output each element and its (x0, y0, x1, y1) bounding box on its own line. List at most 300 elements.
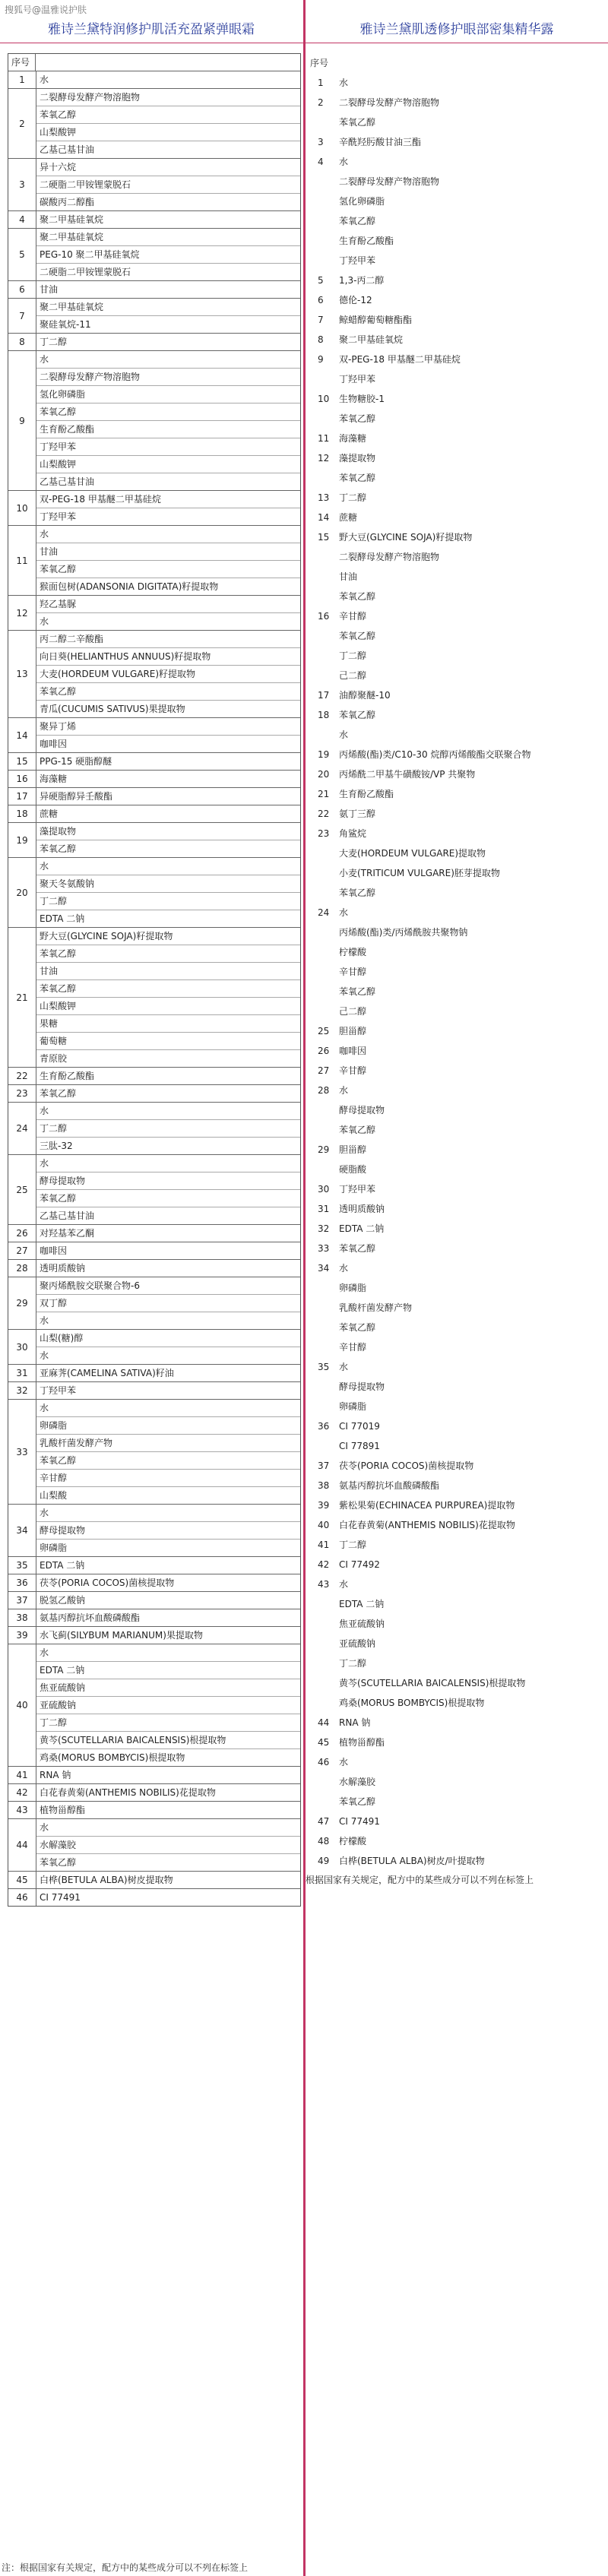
table-row (8, 596, 300, 631)
row-number: 26 (8, 1225, 36, 1242)
ingredient-item: EDTA 二钠 (339, 1599, 385, 1609)
ingredient-cell (36, 299, 300, 333)
ingredient-cell (36, 1242, 300, 1259)
ingredient-item: 生育酚乙酸酯 (40, 1071, 95, 1081)
item-ingredients (339, 824, 608, 903)
table-row (8, 1400, 300, 1505)
list-item (309, 1495, 608, 1515)
ingredient-item: 三肽-32 (40, 1141, 73, 1151)
item-ingredients (339, 1258, 608, 1357)
ingredient-item: 藻提取物 (36, 823, 300, 840)
ingredient-cell (36, 1574, 300, 1591)
ingredient-item: 聚二甲基硅氧烷 (36, 299, 300, 316)
row-number: 28 (8, 1260, 36, 1277)
item-number: 30 (318, 1184, 330, 1195)
column-divider (303, 0, 306, 2576)
ingredient-item: 丙烯酰二甲基牛磺酸铵/VP 共聚物 (339, 769, 476, 780)
ingredient-item: 苯氧乙醇 (36, 106, 300, 124)
table-row (8, 805, 300, 823)
item-ingredients (339, 1219, 608, 1239)
item-number: 31 (318, 1204, 330, 1214)
ingredient-item: 苯氧乙醇 (36, 945, 300, 963)
row-number: 43 (8, 1802, 36, 1818)
ingredient-item: 对羟基苯乙酮 (40, 1228, 95, 1239)
list-item (309, 1416, 608, 1456)
item-ingredients (339, 132, 608, 152)
item-number: 45 (318, 1737, 330, 1748)
ingredient-cell (36, 1592, 300, 1609)
ingredient-item: 卵磷脂 (339, 1283, 367, 1293)
table-row (8, 1260, 300, 1277)
table-row (8, 823, 300, 858)
ingredient-item: 双丁醇 (36, 1295, 300, 1312)
ingredient-item: 水 (40, 616, 49, 627)
item-ingredients (339, 1752, 608, 1812)
ingredient-item: PEG-10 聚二甲基硅氧烷 (36, 246, 300, 264)
table-row (8, 1802, 300, 1819)
ingredient-item: 野大豆(GLYCINE SOJA)籽提取物 (36, 928, 300, 945)
ingredient-item: 咖啡因 (40, 1245, 68, 1256)
ingredient-item: 聚异丁烯 (36, 718, 300, 736)
ingredient-item: 水 (36, 1819, 300, 1837)
ingredient-item: 果糖 (36, 1015, 300, 1033)
ingredient-cell (36, 1767, 300, 1783)
row-number: 12 (8, 596, 36, 630)
ingredient-item: CI 77891 (339, 1441, 380, 1451)
ingredient-cell (36, 526, 300, 595)
ingredient-item: 水 (40, 1315, 49, 1326)
ingredient-item: 二裂酵母发酵产物溶胞物 (36, 89, 300, 106)
ingredient-item: 茯苓(PORIA COCOS)菌核提取物 (40, 1578, 175, 1588)
table-row (8, 229, 300, 281)
list-item (309, 1081, 608, 1140)
list-item (309, 1851, 608, 1871)
ingredient-item: 海藻糖 (339, 433, 367, 444)
item-number: 49 (318, 1856, 330, 1866)
item-number: 12 (318, 453, 330, 464)
ingredient-item: 乙基己基甘油 (40, 144, 95, 155)
ingredient-cell (36, 1505, 300, 1556)
ingredient-item: 水 (40, 1350, 49, 1361)
ingredient-item: 大麦(HORDEUM VULGARE)提取物 (339, 848, 486, 859)
ingredient-item: 聚丙烯酰胺交联聚合物-6 (36, 1277, 300, 1295)
row-number: 3 (8, 159, 36, 210)
ingredient-item: 酵母提取物 (36, 1172, 300, 1190)
item-number: 19 (318, 749, 330, 760)
ingredient-cell (36, 1085, 300, 1102)
item-ingredients (339, 1831, 608, 1851)
ingredient-cell (36, 1784, 300, 1801)
item-number: 20 (318, 769, 330, 780)
ingredient-item: 透明质酸钠 (40, 1263, 86, 1274)
ingredient-item: 白花春黄菊(ANTHEMIS NOBILIS)花提取物 (339, 1520, 515, 1530)
row-number: 38 (8, 1609, 36, 1626)
item-ingredients (339, 271, 608, 290)
list-item (309, 1713, 608, 1733)
ingredient-item: 乙基己基甘油 (40, 1210, 95, 1221)
ingredient-item: CI 77491 (339, 1816, 380, 1827)
row-number: 8 (8, 334, 36, 350)
ingredient-item: 丁羟甲苯 (339, 255, 376, 266)
list-item (309, 685, 608, 705)
table-row (8, 1574, 300, 1592)
ingredient-cell (36, 1155, 300, 1224)
ingredient-item: 苯氧乙醇 (36, 403, 300, 421)
table-row (8, 1330, 300, 1365)
list-item (309, 508, 608, 527)
item-ingredients (339, 290, 608, 310)
ingredient-cell (36, 1802, 300, 1818)
item-number: 34 (318, 1263, 330, 1274)
ingredient-item: 水 (36, 858, 300, 875)
ingredient-item: 水 (339, 1085, 349, 1096)
ingredient-item: 辛甘醇 (36, 1470, 300, 1487)
right-ingredient-list (306, 53, 608, 1889)
row-number: 17 (8, 788, 36, 805)
ingredient-cell (36, 1644, 300, 1766)
item-ingredients (339, 1515, 608, 1535)
list-item (309, 1239, 608, 1258)
ingredient-item: 苯氧乙醇 (339, 413, 376, 424)
ingredient-item: 白桦(BETULA ALBA)树皮/叶提取物 (339, 1856, 485, 1866)
item-ingredients (339, 508, 608, 527)
ingredient-item: 苯氧乙醇 (339, 710, 376, 720)
table-header-index: 序号 (8, 54, 36, 71)
list-item (309, 1555, 608, 1574)
item-number: 33 (318, 1243, 330, 1254)
list-item (309, 93, 608, 132)
list-item (309, 132, 608, 152)
row-number: 22 (8, 1068, 36, 1084)
list-item (309, 1219, 608, 1239)
ingredient-item: 苯氧乙醇 (339, 216, 376, 226)
ingredient-cell (36, 1103, 300, 1154)
ingredient-cell (36, 281, 300, 298)
ingredient-item: 乙基己基甘油 (40, 476, 95, 487)
ingredient-item: 柠檬酸 (339, 1836, 367, 1847)
item-number: 3 (318, 137, 324, 147)
item-number: 36 (318, 1421, 330, 1432)
list-item (309, 824, 608, 903)
item-ingredients (339, 1179, 608, 1199)
ingredient-cell (36, 1277, 300, 1329)
item-number: 25 (318, 1026, 330, 1036)
table-row (8, 1767, 300, 1784)
ingredient-item: 丁二醇 (36, 893, 300, 910)
ingredient-item: 角鲨烷 (339, 828, 367, 839)
ingredient-item: 二裂酵母发酵产物溶胞物 (339, 176, 440, 187)
ingredient-item: 丁羟甲苯 (40, 511, 77, 522)
row-number: 20 (8, 858, 36, 927)
ingredient-item: 鲸蜡醇葡萄糖酯酯 (339, 315, 413, 325)
ingredient-item: 丁二醇 (40, 337, 68, 347)
ingredient-item: 乳酸杆菌发酵产物 (36, 1435, 300, 1452)
table-row (8, 1784, 300, 1802)
table-row (8, 1242, 300, 1260)
ingredient-item: 苯氧乙醇 (40, 843, 77, 854)
row-number: 24 (8, 1103, 36, 1154)
ingredient-item: 卵磷脂 (36, 1417, 300, 1435)
ingredient-cell (36, 788, 300, 805)
row-number: 45 (8, 1872, 36, 1888)
row-number: 41 (8, 1767, 36, 1783)
ingredient-item: 猴面包树(ADANSONIA DIGITATA)籽提取物 (40, 581, 219, 592)
item-ingredients (339, 606, 608, 685)
ingredient-cell (36, 211, 300, 228)
item-ingredients (339, 1416, 608, 1456)
ingredient-item: 水 (339, 1579, 349, 1590)
ingredient-item: 山梨酸钾 (36, 124, 300, 141)
ingredient-item: 水 (339, 157, 349, 167)
item-ingredients (339, 488, 608, 508)
ingredient-item: RNA 钠 (339, 1717, 371, 1728)
row-number: 9 (8, 351, 36, 490)
list-item (309, 310, 608, 330)
ingredient-item: 苯氧乙醇 (36, 683, 300, 701)
row-number: 18 (8, 805, 36, 822)
ingredient-item: 氨基丙醇抗坏血酸磷酸酯 (339, 1480, 440, 1491)
item-number: 44 (318, 1717, 330, 1728)
ingredient-item: 苯氧乙醇 (339, 1125, 376, 1135)
ingredient-cell (36, 1225, 300, 1242)
item-number: 5 (318, 275, 324, 286)
item-number: 37 (318, 1460, 330, 1471)
item-ingredients (339, 152, 608, 271)
ingredient-item: 苯氧乙醇 (339, 631, 376, 641)
ingredient-item: 聚二甲基硅氧烷 (36, 229, 300, 246)
ingredient-item: EDTA 二钠 (40, 1560, 85, 1571)
item-ingredients (339, 745, 608, 764)
left-product-title: 雅诗兰黛特润修护肌活充盈紧弹眼霜 (48, 21, 255, 37)
left-ingredient-table (8, 53, 301, 1907)
table-row (8, 491, 300, 526)
ingredient-item: 聚二甲基硅氧烷 (339, 334, 404, 345)
list-item (309, 1752, 608, 1812)
item-number: 21 (318, 789, 330, 799)
ingredient-item: 青瓜(CUCUMIS SATIVUS)果提取物 (40, 704, 185, 714)
ingredient-cell (36, 1819, 300, 1871)
list-item (309, 152, 608, 271)
ingredient-item: 水 (36, 1400, 300, 1417)
ingredient-item: 胆甾醇 (339, 1144, 367, 1155)
ingredient-cell (36, 1260, 300, 1277)
item-number: 40 (318, 1520, 330, 1530)
item-ingredients (339, 1081, 608, 1140)
ingredient-item: 氨丁三醇 (339, 809, 376, 819)
ingredient-item: 辛酰羟肟酸甘油三酯 (339, 137, 422, 147)
item-ingredients (339, 310, 608, 330)
ingredient-item: 山梨酸 (40, 1490, 68, 1501)
row-number: 39 (8, 1627, 36, 1644)
ingredient-item: 山梨酸钾 (36, 456, 300, 473)
ingredient-item: 二裂酵母发酵产物溶胞物 (339, 97, 440, 108)
ingredient-item: 生物糖胶-1 (339, 394, 385, 404)
ingredient-item: 丁羟甲苯 (36, 438, 300, 456)
table-row (8, 1592, 300, 1609)
item-ingredients (339, 1140, 608, 1179)
item-number: 28 (318, 1085, 330, 1096)
ingredient-item: 水 (339, 1757, 349, 1767)
ingredient-item: 苯氧乙醇 (40, 1088, 77, 1099)
ingredient-item: 丁羟甲苯 (339, 374, 376, 385)
item-number: 32 (318, 1223, 330, 1234)
table-row (8, 281, 300, 299)
ingredient-item: 苯氧乙醇 (36, 561, 300, 578)
ingredient-item: 硬脂酸 (339, 1164, 367, 1175)
ingredient-item: 苯氧乙醇 (339, 591, 376, 602)
ingredient-item: 苯氧乙醇 (36, 1190, 300, 1207)
ingredient-item: 水 (339, 907, 349, 918)
list-header-index: 序号 (310, 58, 329, 68)
row-number: 34 (8, 1505, 36, 1556)
item-number: 47 (318, 1816, 330, 1827)
row-number: 15 (8, 753, 36, 770)
ingredient-item: 酵母提取物 (36, 1522, 300, 1540)
ingredient-item: 卵磷脂 (339, 1401, 367, 1412)
ingredient-item: 海藻糖 (40, 774, 68, 784)
row-number: 35 (8, 1557, 36, 1574)
ingredient-item: 大麦(HORDEUM VULGARE)籽提取物 (36, 666, 300, 683)
item-ingredients (339, 1061, 608, 1081)
ingredient-item: 黄芩(SCUTELLARIA BAICALENSIS)根提取物 (339, 1678, 526, 1688)
ingredient-item: 生育酚乙酸酯 (339, 236, 394, 246)
ingredient-cell (36, 351, 300, 490)
ingredient-item: 丁二醇 (339, 1658, 367, 1669)
ingredient-cell (36, 1400, 300, 1504)
row-number: 33 (8, 1400, 36, 1504)
row-number: 23 (8, 1085, 36, 1102)
table-row (8, 1382, 300, 1400)
table-header-row (8, 54, 300, 71)
ingredient-item: 生育酚乙酸酯 (339, 789, 394, 799)
ingredient-item: 茯苓(PORIA COCOS)菌核提取物 (339, 1460, 474, 1471)
item-ingredients (339, 73, 608, 93)
item-number: 43 (318, 1579, 330, 1590)
item-number: 10 (318, 394, 330, 404)
ingredient-item: 酵母提取物 (339, 1381, 385, 1392)
row-number: 29 (8, 1277, 36, 1329)
ingredient-item: 丁二醇 (339, 650, 367, 661)
item-ingredients (339, 1495, 608, 1515)
row-number: 21 (8, 928, 36, 1067)
ingredient-item: 二裂酵母发酵产物溶胞物 (36, 369, 300, 386)
ingredient-item: 卵磷脂 (40, 1543, 68, 1553)
ingredient-item: 鸡桑(MORUS BOMBYCIS)根提取物 (40, 1752, 185, 1763)
ingredient-item: 甘油 (36, 543, 300, 561)
ingredient-item: 丙烯酸(酯)类/丙烯酰胺共聚物钠 (339, 927, 468, 938)
ingredient-cell (36, 1365, 300, 1381)
item-number: 17 (318, 690, 330, 701)
ingredient-cell (36, 596, 300, 630)
ingredient-item: 苯氧乙醇 (36, 1452, 300, 1470)
ingredient-item: 柠檬酸 (339, 947, 367, 957)
item-ingredients (339, 705, 608, 745)
table-row (8, 771, 300, 788)
ingredient-item: 苯氧乙醇 (40, 1857, 77, 1868)
ingredient-item: 水 (339, 729, 349, 740)
table-row (8, 928, 300, 1068)
table-row (8, 1085, 300, 1103)
row-number: 32 (8, 1382, 36, 1399)
list-item (309, 527, 608, 606)
item-ingredients (339, 784, 608, 804)
list-item (309, 1812, 608, 1831)
list-item (309, 488, 608, 508)
ingredient-cell (36, 771, 300, 787)
row-number: 5 (8, 229, 36, 280)
ingredient-item: 甘油 (339, 571, 358, 582)
ingredient-cell (36, 1627, 300, 1644)
item-ingredients (339, 350, 608, 389)
ingredient-cell (36, 753, 300, 770)
table-row (8, 1365, 300, 1382)
item-number: 2 (318, 97, 324, 108)
table-row (8, 858, 300, 928)
table-row (8, 1557, 300, 1574)
ingredient-item: 辛甘醇 (339, 967, 367, 977)
list-item (309, 764, 608, 784)
row-number: 44 (8, 1819, 36, 1871)
row-number: 7 (8, 299, 36, 333)
ingredient-item: 脱氢乙酸钠 (40, 1595, 86, 1606)
ingredient-item: 酵母提取物 (339, 1105, 385, 1116)
ingredient-cell (36, 823, 300, 857)
ingredient-item: 苯氧乙醇 (339, 117, 376, 128)
list-item (309, 1476, 608, 1495)
ingredient-cell (36, 159, 300, 210)
ingredient-item: 葡萄糖 (36, 1033, 300, 1050)
list-item (309, 903, 608, 1021)
list-item (309, 290, 608, 310)
list-item (309, 1574, 608, 1713)
table-row (8, 71, 300, 89)
ingredient-item: 白花春黄菊(ANTHEMIS NOBILIS)花提取物 (40, 1787, 216, 1798)
ingredient-cell (36, 1330, 300, 1364)
ingredient-item: 聚硅氧烷-11 (40, 319, 91, 330)
list-item (309, 448, 608, 488)
item-number: 29 (318, 1144, 330, 1155)
row-number: 1 (8, 71, 36, 88)
ingredient-item: 山梨酸钾 (36, 998, 300, 1015)
row-number: 31 (8, 1365, 36, 1381)
ingredient-item: PPG-15 硬脂醇醚 (40, 756, 112, 767)
table-row (8, 334, 300, 351)
row-number: 10 (8, 491, 36, 525)
ingredient-item: 藻提取物 (339, 453, 376, 464)
ingredient-cell (36, 1889, 300, 1906)
row-number: 46 (8, 1889, 36, 1906)
ingredient-item: 植物甾醇酯 (40, 1805, 86, 1815)
item-number: 22 (318, 809, 330, 819)
list-item (309, 389, 608, 429)
ingredient-item: 丁二醇 (36, 1714, 300, 1732)
list-item (309, 1357, 608, 1416)
ingredient-item: 小麦(TRITICUM VULGARE)胚芽提取物 (339, 868, 500, 878)
ingredient-item: 山梨(糖)醇 (36, 1330, 300, 1347)
item-ingredients (339, 1476, 608, 1495)
table-row (8, 788, 300, 805)
ingredient-item: 水 (36, 1155, 300, 1172)
list-item (309, 1456, 608, 1476)
ingredient-item: 异硬脂醇异壬酸酯 (40, 791, 113, 802)
list-item (309, 1021, 608, 1041)
ingredient-item: EDTA 二钠 (36, 1662, 300, 1679)
ingredient-item: 苯氧乙醇 (339, 1243, 376, 1254)
ingredient-item: 异十六烷 (36, 159, 300, 176)
ingredient-item: 聚二甲基硅氧烷 (40, 214, 104, 225)
row-number: 30 (8, 1330, 36, 1364)
item-ingredients (339, 448, 608, 488)
